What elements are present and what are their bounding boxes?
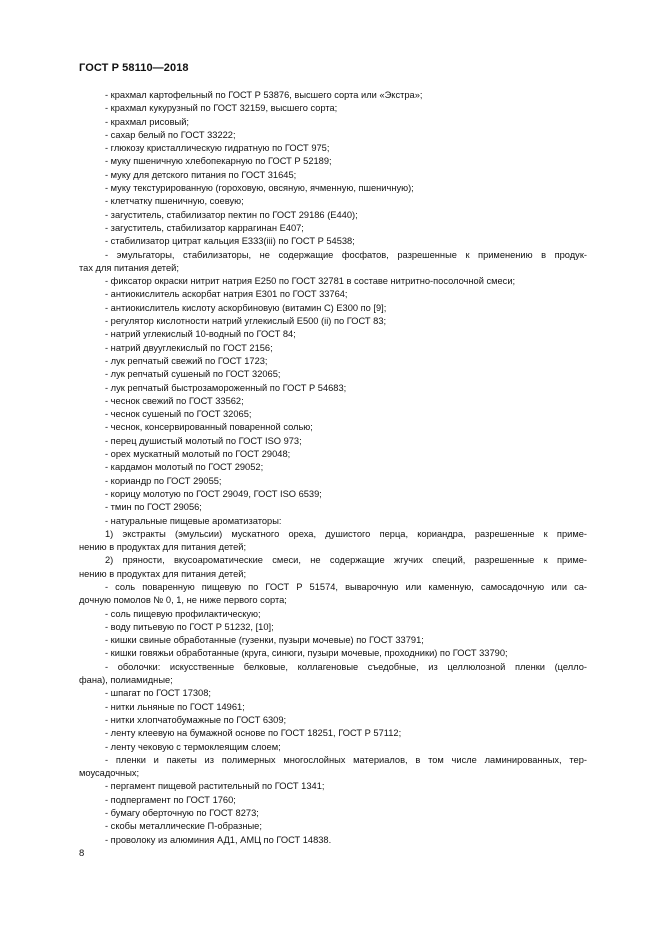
list-item: - кориандр по ГОСТ 29055; [105, 475, 222, 486]
list-item: - соль поваренную пищевую по ГОСТ Р 51574, выварочную или каменную, самосадочную или са- [105, 581, 587, 592]
list-item: - тмин по ГОСТ 29056; [105, 502, 202, 513]
list-item: - ленту клеевую на бумажной основе по ГОСТ 18251, ГОСТ Р 57112; [105, 728, 402, 739]
list-item: - скобы металлические П-образные; [105, 821, 262, 832]
list-item: - воду питьевую по ГОСТ Р 51232, [10]; [105, 621, 274, 632]
list-item: - ленту чековую с термоклеящим слоем; [105, 741, 281, 752]
list-item: - кардамон молотый по ГОСТ 29052; [105, 462, 264, 473]
list-item: - крахмал картофельный по ГОСТ Р 53876, высшего сорта или «Экстра»; [105, 90, 423, 100]
list-item: - глюкозу кристаллическую гидратную по ГОСТ 975; [105, 143, 330, 154]
list-item-continuation: фана), полиамидные; [79, 675, 173, 686]
document-header: ГОСТ Р 58110—2018 [79, 62, 189, 74]
list-item-continuation: дочную помолов № 0, 1, не ниже первого сорта; [79, 595, 287, 606]
list-item: - чеснок свежий по ГОСТ 33562; [105, 395, 244, 406]
list-item: - шпагат по ГОСТ 17308; [105, 688, 211, 699]
list-item: - натрий углекислый 10-водный по ГОСТ 84; [105, 329, 296, 340]
list-item: - чеснок сушеный по ГОСТ 32065; [105, 409, 252, 420]
list-item: - пергамент пищевой растительный по ГОСТ 1341; [105, 781, 325, 792]
list-item: - перец душистый молотый по ГОСТ ISO 973; [105, 435, 302, 446]
list-item: - антиокислитель аскорбат натрия Е301 по ГОСТ 33764; [105, 289, 348, 300]
list-item: - подпергамент по ГОСТ 1760; [105, 794, 236, 805]
list-item: - натуральные пищевые ароматизаторы: [105, 515, 282, 526]
list-item: - муку для детского питания по ГОСТ 31645; [105, 169, 297, 180]
list-item: - сахар белый по ГОСТ 33222; [105, 129, 236, 140]
list-item: - корицу молотую по ГОСТ 29049, ГОСТ ISO 6539; [105, 488, 322, 499]
list-item-continuation: тах для питания детей; [79, 262, 179, 273]
list-item: - крахмал кукурузный по ГОСТ 32159, высшего сорта; [105, 103, 338, 114]
list-item: - загуститель, стабилизатор каррагинан Е407; [105, 222, 304, 233]
list-item: - натрий двууглекислый по ГОСТ 2156; [105, 342, 273, 353]
list-item: - лук репчатый быстрозамороженный по ГОСТ Р 54683; [105, 382, 347, 393]
list-item: - антиокислитель кислоту аскорбиновую (витамин С) Е300 по [9]; [105, 302, 387, 313]
list-item: - муку пшеничную хлебопекарную по ГОСТ Р 52189; [105, 156, 332, 167]
list-item: - пленки и пакеты из полимерных многослойных материалов, в том числе ламинированных, тер- [105, 754, 587, 765]
list-item: - орех мускатный молотый по ГОСТ 29048; [105, 449, 291, 460]
sub-list-item: 1) экстракты (эмульсии) мускатного ореха, душистого перца, кориандра, разрешенные к приме- [105, 528, 587, 539]
list-item: - эмульгаторы, стабилизаторы, не содержащие фосфатов, разрешенные к применению в продук- [105, 249, 587, 260]
list-item: - лук репчатый сушеный по ГОСТ 32065; [105, 369, 281, 380]
list-item-continuation: нению в продуктах для питания детей; [79, 568, 247, 579]
list-item: - оболочки: искусственные белковые, коллагеновые съедобные, из целлюлозной пленки (целло- [105, 661, 587, 672]
list-item: - лук репчатый свежий по ГОСТ 1723; [105, 355, 268, 366]
sub-list-item: 2) пряности, вкусоароматические смеси, не содержащие жгучих специй, разрешенные к приме- [105, 555, 587, 566]
list-item: - муку текстурированную (гороховую, овсяную, ячменную, пшеничную); [105, 183, 414, 194]
page-number: 8 [79, 848, 85, 859]
list-item: - регулятор кислотности натрий углекислый Е500 (ii) по ГОСТ 83; [105, 316, 387, 327]
list-item: - нитки хлопчатобумажные по ГОСТ 6309; [105, 714, 287, 725]
list-item: - крахмал рисовый; [105, 116, 189, 127]
list-item-continuation: нению в продуктах для питания детей; [79, 542, 247, 553]
list-item: - кишки говяжьи обработанные (круга, синюги, пузыри мочевые, проходники) по ГОСТ 33790; [105, 648, 508, 659]
list-item: - нитки льняные по ГОСТ 14961; [105, 701, 245, 712]
list-item: - клетчатку пшеничную, соевую; [105, 196, 244, 207]
list-item: - бумагу оберточную по ГОСТ 8273; [105, 808, 259, 819]
list-item: - загуститель, стабилизатор пектин по ГОСТ 29186 (Е440); [105, 209, 358, 220]
list-item: - стабилизатор цитрат кальция Е333(iii) по ГОСТ Р 54538; [105, 236, 355, 247]
list-item: - проволоку из алюминия АД1, АМЦ по ГОСТ 14838. [105, 834, 332, 845]
list-item: - фиксатор окраски нитрит натрия Е250 по ГОСТ 32781 в составе нитритно-посолочной смеси; [105, 276, 516, 287]
list-item: - чеснок, консервированный поваренной солью; [105, 422, 313, 433]
list-item: - кишки свиные обработанные (гузенки, пузыри мочевые) по ГОСТ 33791; [105, 635, 424, 646]
list-item: - соль пищевую профилактическую; [105, 608, 261, 619]
document-body [79, 89, 587, 847]
list-item-continuation: моусадочных; [79, 768, 140, 779]
